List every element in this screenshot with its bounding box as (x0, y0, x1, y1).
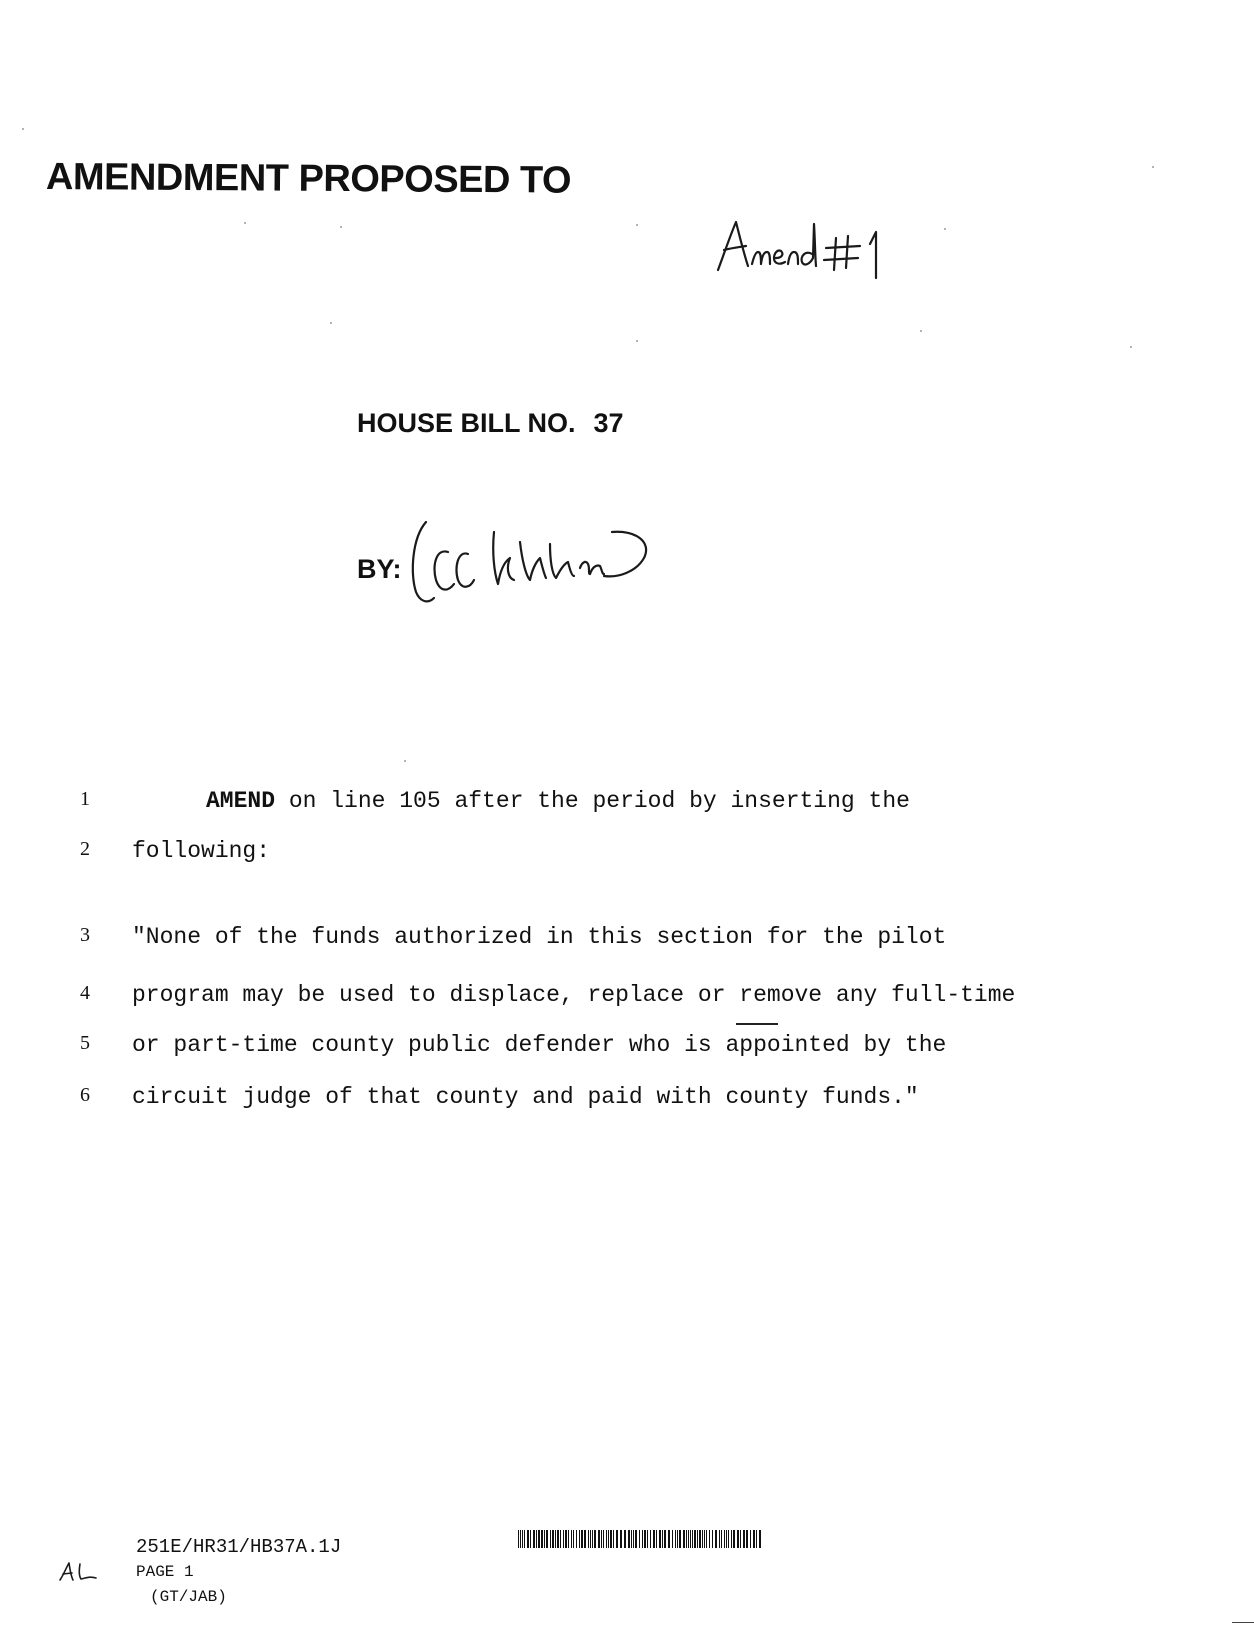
barcode-bar (728, 1530, 729, 1548)
barcode-bar (715, 1530, 717, 1548)
barcode-bar (704, 1530, 705, 1548)
barcode-bar (686, 1530, 687, 1548)
handwritten-initials (58, 1560, 98, 1586)
line-number: 1 (80, 788, 90, 810)
barcode-bar (756, 1530, 757, 1548)
barcode-bar (557, 1530, 559, 1548)
barcode-bar (606, 1530, 607, 1548)
barcode-bar (664, 1530, 666, 1548)
barcode-bar (533, 1530, 535, 1548)
barcode-bar (694, 1530, 696, 1548)
sponsor-signature (408, 518, 668, 608)
barcode-bar (699, 1530, 701, 1548)
barcode-bar (635, 1530, 637, 1548)
line-text: or part-time county public defender who is appointed by the (132, 1032, 947, 1058)
line-number: 5 (80, 1032, 90, 1054)
body-line (0, 982, 1254, 1012)
scan-speck (944, 228, 946, 230)
barcode-bar (613, 1530, 614, 1548)
barcode-bar (753, 1530, 755, 1548)
barcode-bar (520, 1530, 521, 1548)
body-line (0, 1032, 1254, 1062)
barcode-bar (527, 1530, 529, 1548)
scan-speck (1130, 346, 1132, 348)
barcode-bar (581, 1530, 583, 1548)
barcode-bar (530, 1530, 531, 1548)
scan-speck (404, 760, 406, 762)
scan-speck (22, 128, 24, 130)
barcode-bar (536, 1530, 537, 1548)
barcode-bar (709, 1530, 710, 1548)
barcode-bar (588, 1530, 589, 1548)
drafter-initials: (GT/JAB) (150, 1588, 227, 1606)
line-text: "None of the funds authorized in this section for the pilot (132, 924, 947, 950)
barcode-bar (538, 1530, 540, 1548)
edge-mark (1232, 1622, 1254, 1623)
barcode-bar (620, 1530, 622, 1548)
barcode-bar (721, 1530, 722, 1548)
barcode-bar (568, 1530, 569, 1548)
barcode-bar (650, 1530, 651, 1548)
barcode-bar (544, 1530, 545, 1548)
barcode-bar (524, 1530, 525, 1548)
barcode-bar (759, 1530, 761, 1548)
barcode-bar (719, 1530, 720, 1548)
barcode-bar (610, 1530, 612, 1548)
barcode (518, 1530, 764, 1548)
line-text: following: (132, 838, 271, 864)
barcode-bar (601, 1530, 602, 1548)
barcode-bar (576, 1530, 577, 1548)
barcode-bar (653, 1530, 655, 1548)
scan-speck (1152, 166, 1154, 168)
barcode-bar (662, 1530, 663, 1548)
barcode-bar (726, 1530, 727, 1548)
amend-keyword: AMEND (206, 788, 276, 814)
barcode-bar (628, 1530, 630, 1548)
line-text: circuit judge of that county and paid with county funds." (132, 1084, 919, 1110)
barcode-bar (608, 1530, 609, 1548)
barcode-bar (631, 1530, 632, 1548)
barcode-bar (563, 1530, 564, 1548)
barcode-bar (633, 1530, 634, 1548)
line-number: 2 (80, 838, 90, 860)
sponsor-by-label: BY: (357, 554, 402, 584)
barcode-bar (702, 1530, 703, 1548)
barcode-bar (592, 1530, 593, 1548)
barcode-bar (571, 1530, 572, 1548)
barcode-bar (731, 1530, 732, 1548)
scan-speck (340, 226, 342, 228)
scan-speck (244, 222, 246, 224)
barcode-bar (737, 1530, 739, 1548)
barcode-bar (683, 1530, 685, 1548)
line-number: 3 (80, 924, 90, 946)
bill-number: 37 (593, 408, 624, 438)
barcode-bar (692, 1530, 693, 1548)
barcode-bar (590, 1530, 591, 1548)
line-text-content: on line 105 after the period by inserting the (275, 788, 910, 814)
line-number: 6 (80, 1084, 90, 1106)
barcode-bar (642, 1530, 643, 1548)
scan-speck (920, 330, 922, 332)
barcode-bar (522, 1530, 523, 1548)
barcode-bar (541, 1530, 543, 1548)
barcode-bar (740, 1530, 741, 1548)
barcode-bar (552, 1530, 554, 1548)
line-text: program may be used to displace, replace or remove any full-time (132, 982, 1016, 1008)
bill-number-line (357, 408, 624, 439)
body-line (0, 788, 1254, 818)
barcode-bar (668, 1530, 670, 1548)
barcode-bar (690, 1530, 691, 1548)
body-line (0, 924, 1254, 954)
body-line (0, 1084, 1254, 1114)
barcode-bar (746, 1530, 748, 1548)
barcode-bar (688, 1530, 689, 1548)
barcode-bar (555, 1530, 556, 1548)
barcode-bar (573, 1530, 574, 1548)
barcode-bar (616, 1530, 618, 1548)
page-number: PAGE 1 (136, 1563, 194, 1581)
barcode-bar (679, 1530, 681, 1548)
scan-speck (636, 224, 638, 226)
barcode-bar (624, 1530, 626, 1548)
scan-speck (636, 340, 638, 342)
barcode-bar (603, 1530, 604, 1548)
barcode-bar (598, 1530, 600, 1548)
barcode-bar (724, 1530, 725, 1548)
barcode-bar (733, 1530, 735, 1548)
barcode-bar (560, 1530, 561, 1548)
barcode-bar (697, 1530, 698, 1548)
barcode-bar (644, 1530, 646, 1548)
document-title: AMENDMENT PROPOSED TO (45, 156, 572, 202)
body-line (0, 838, 1254, 868)
barcode-bar (706, 1530, 707, 1548)
line-text (206, 788, 910, 814)
barcode-bar (584, 1530, 586, 1548)
barcode-bar (546, 1530, 548, 1548)
barcode-bar (659, 1530, 661, 1548)
barcode-bar (677, 1530, 678, 1548)
barcode-bar (550, 1530, 551, 1548)
barcode-bar (594, 1530, 596, 1548)
handwritten-amend-note (714, 214, 954, 284)
barcode-bar (565, 1530, 567, 1548)
barcode-bar (656, 1530, 657, 1548)
barcode-bar (518, 1530, 519, 1548)
barcode-bar (743, 1530, 745, 1548)
barcode-bar (579, 1530, 580, 1548)
barcode-bar (672, 1530, 673, 1548)
scan-speck (330, 322, 332, 324)
barcode-bar (712, 1530, 713, 1548)
barcode-bar (750, 1530, 751, 1548)
inserted-word-mark (736, 1023, 778, 1025)
barcode-bar (647, 1530, 648, 1548)
barcode-bar (675, 1530, 676, 1548)
bill-label: HOUSE BILL NO. (357, 408, 576, 438)
document-code: 251E/HR31/HB37A.1J (136, 1536, 342, 1558)
barcode-bar (639, 1530, 640, 1548)
line-number: 4 (80, 982, 90, 1004)
